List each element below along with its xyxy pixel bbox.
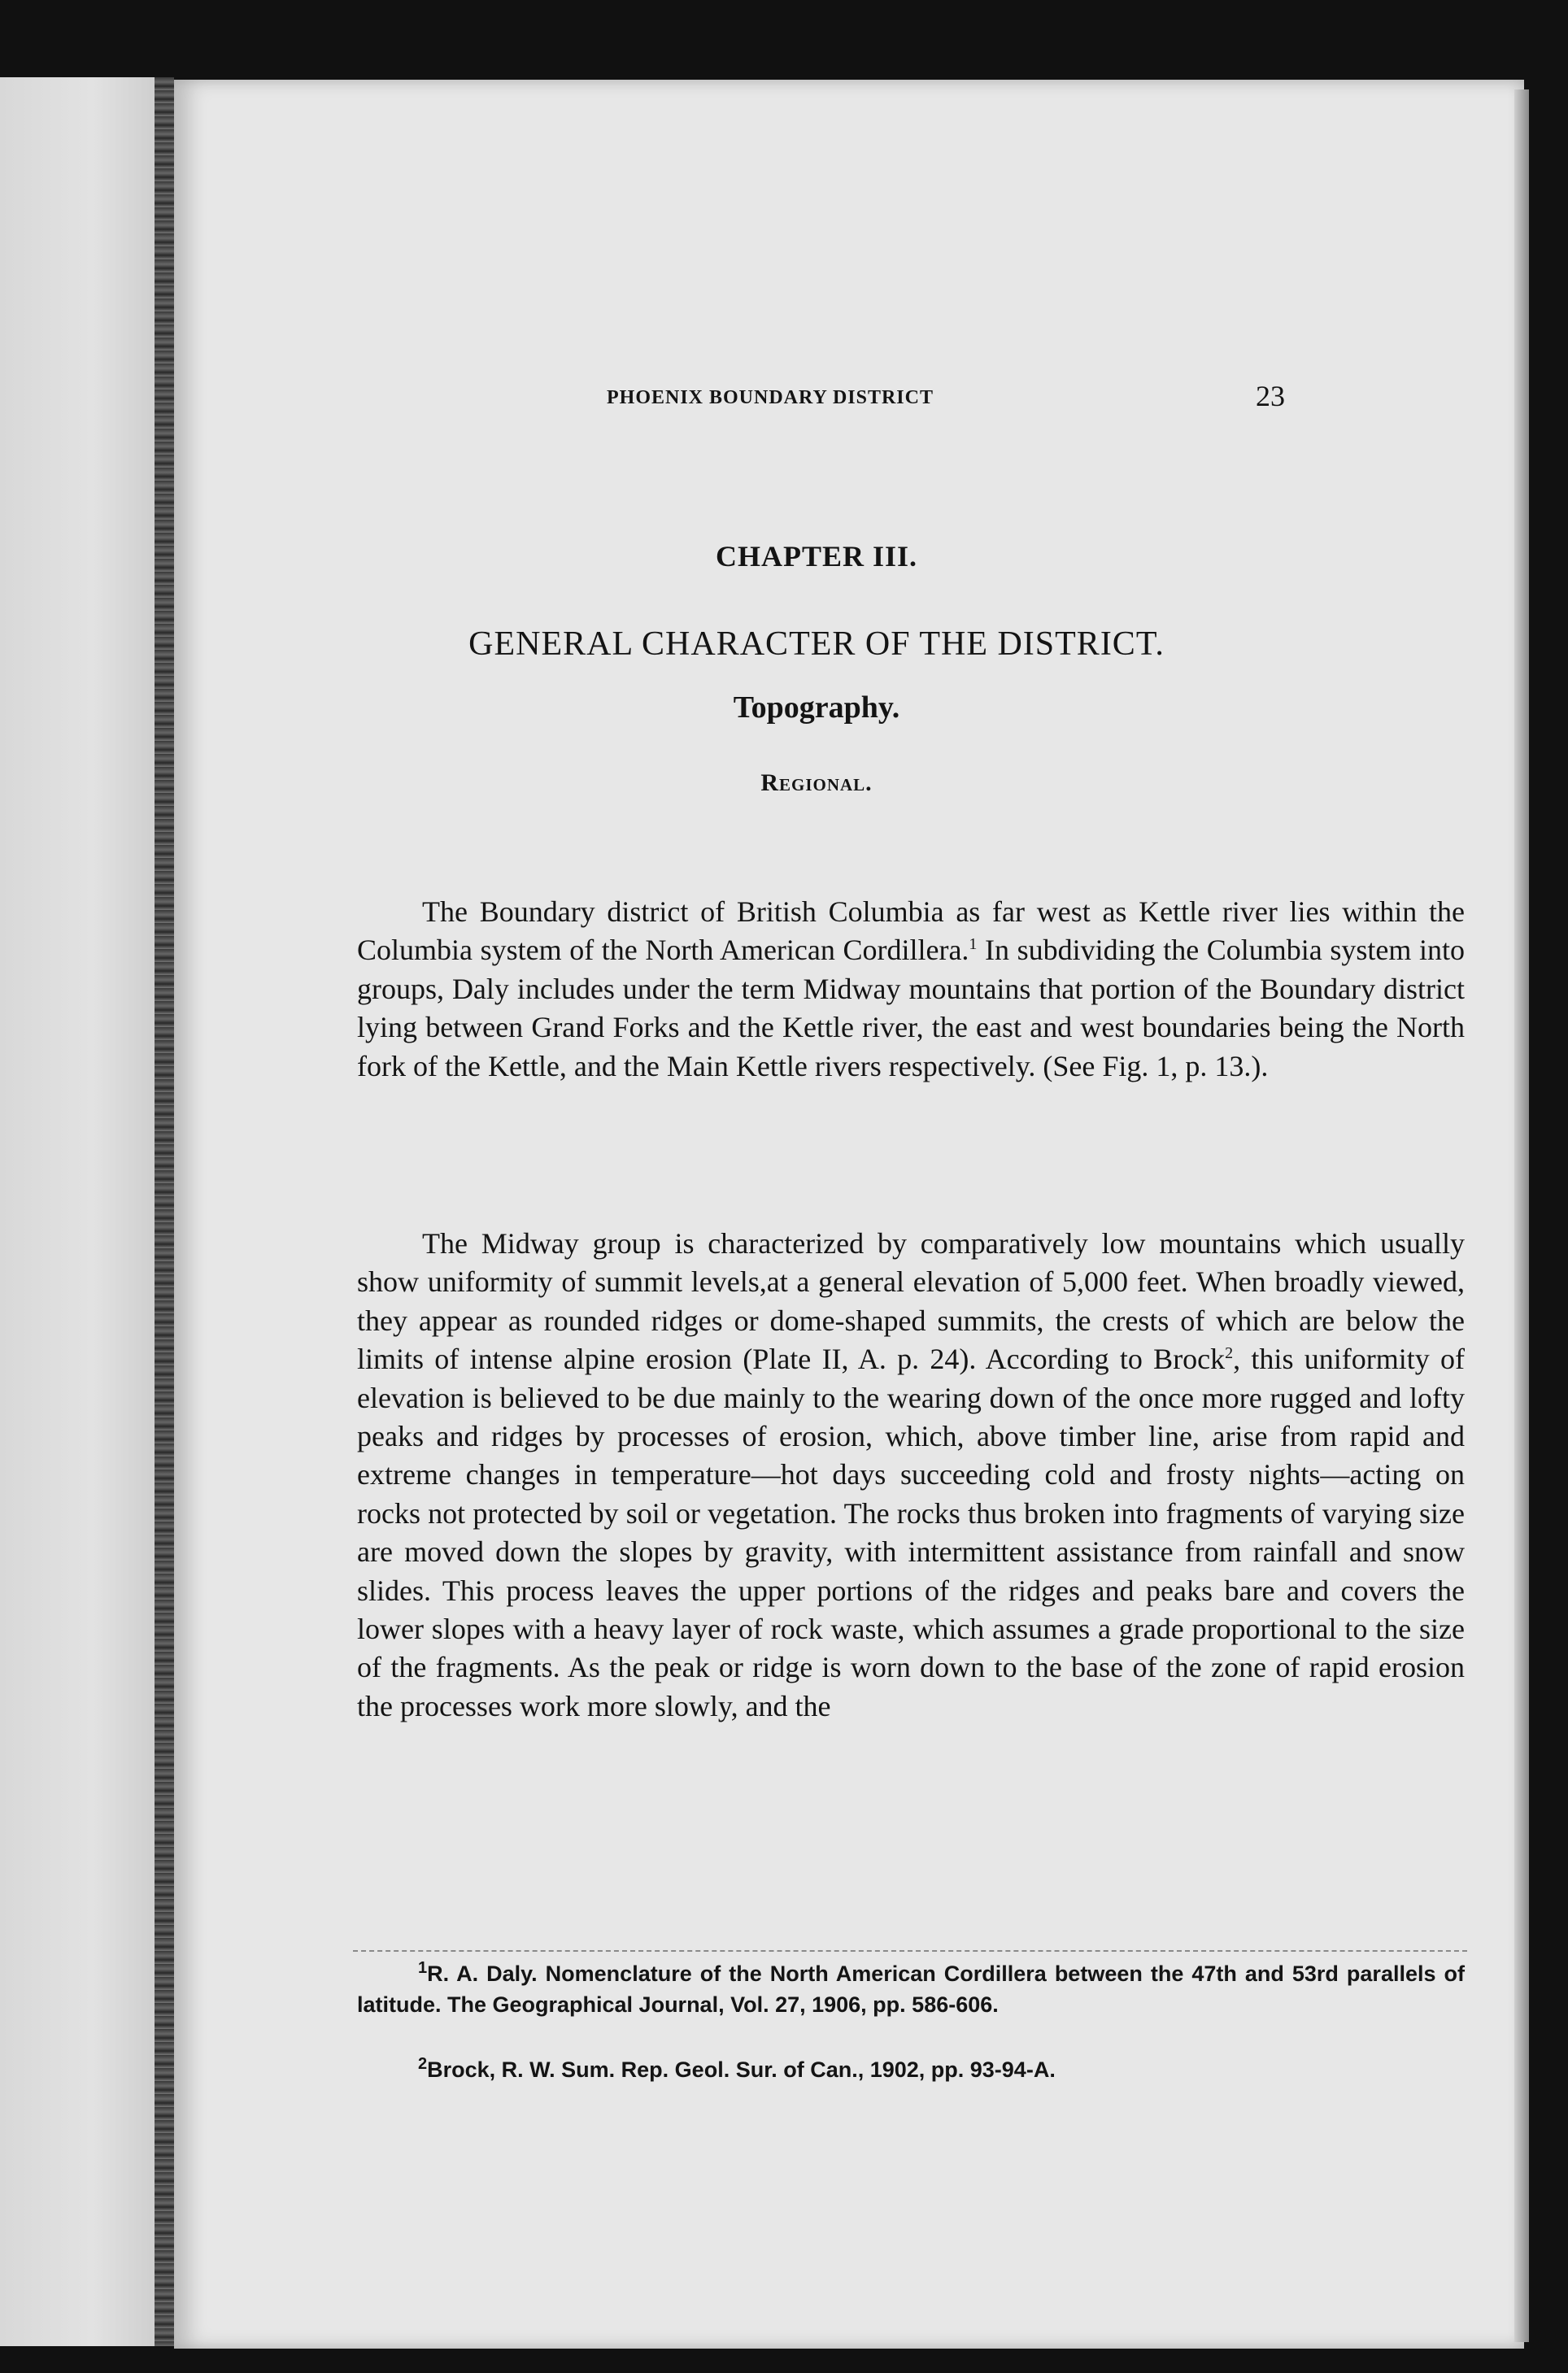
- footnote-ref-1: 1: [969, 935, 978, 954]
- paragraph-regional-2: [357, 1225, 1465, 1726]
- running-head: PHOENIX BOUNDARY DISTRICT: [607, 387, 934, 408]
- paragraph-regional-1: [357, 893, 1465, 1086]
- page-number: 23: [1256, 380, 1285, 412]
- footnote-divider: [353, 1950, 1467, 1952]
- footnote-text: R. A. Daly. Nomenclature of the North American Cordillera between the 47th and 53rd parallels of latitude. The Geographical Journal, Vol. 27, 1906, pp. 586-606.: [357, 1962, 1465, 2017]
- paragraph-text: The Midway group is characterized by comparatively low mountains which usually show uniformity of summit levels,at a general elevation of 5,000 feet. When broadly viewed, they appear as rounded ridges or dome-shaped summits, the crests of which are below the limits of intense alpine erosion (Plate II, A. p. 24). According to Brock: [357, 1227, 1465, 1376]
- book-page: [174, 80, 1524, 2349]
- chapter-heading: CHAPTER III.: [715, 540, 918, 573]
- subsection-heading: Topography.: [733, 690, 900, 725]
- facing-page-edge: [0, 77, 155, 2346]
- page-right-edge: [1514, 89, 1529, 2342]
- book-binding: [155, 77, 174, 2346]
- footnote-1: [357, 1958, 1465, 2020]
- footnote-marker: 2: [418, 2055, 428, 2073]
- footnote-2: [357, 2054, 1465, 2085]
- paragraph-text: The Boundary district of British Columbia as far west as Kettle river lies within the Columbia system of the North American Cordillera.: [357, 895, 1465, 967]
- subsubsection-heading: Regional.: [760, 769, 873, 796]
- paragraph-text: , this uniformity of elevation is believed to be due mainly to the wearing down of the once more rugged and lofty peaks and ridges by processes of erosion, which, above timber line, arise from rapid and extreme changes in temperature—hot days succeeding cold and frosty nights—acting on rocks not protected by soil or vegetation. The rocks thus broken into fragments of varying size are moved down the slopes by gravity, with intermittent assistance from rainfall and snow slides. This process leaves the upper portions of the ridges and peaks bare and covers the lower slopes with a heavy layer of rock waste, which assumes a grade proportional to the size of the fragments. As the peak or ridge is worn down to the base of the zone of rapid erosion the processes work more slowly, and the: [357, 1343, 1465, 1722]
- footnote-text: Brock, R. W. Sum. Rep. Geol. Sur. of Can., 1902, pp. 93-94-A.: [427, 2057, 1056, 2082]
- footnote-marker: 1: [418, 1959, 428, 1977]
- footnote-ref-2: 2: [1225, 1344, 1234, 1363]
- paragraph-text: In subdividing the Columbia system into groups, Daly includes under the term Midway mountains that portion of the Boundary district lying between Grand Forks and the Kettle river, the east and west boundaries being the North fork of the Kettle, and the Main Kettle rivers respectively. (See Fig. 1, p. 13.).: [357, 934, 1465, 1082]
- section-heading: GENERAL CHARACTER OF THE DISTRICT.: [468, 625, 1165, 663]
